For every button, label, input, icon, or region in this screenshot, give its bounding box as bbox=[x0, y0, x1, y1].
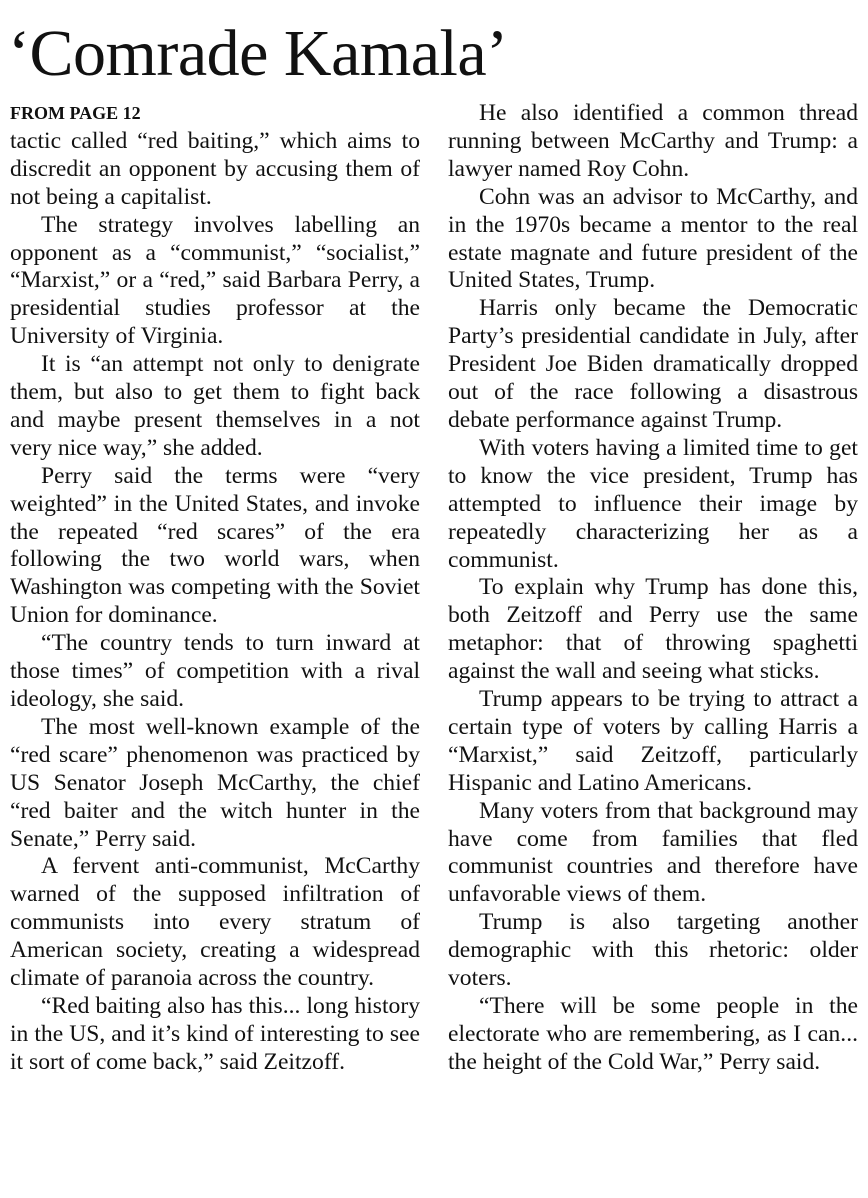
paragraph: The most well-known example of the “red scare” phenomenon was practiced by US Senator Joseph McCarthy, the chief “red baiter and the witch hunter in the Senate,” Perry said. bbox=[10, 713, 420, 852]
paragraph: tactic called “red baiting,” which aims to discredit an opponent by accusing them of not being a capitalist. bbox=[10, 127, 420, 210]
paragraph: To explain why Trump has done this, both Zeitzoff and Perry use the same metaphor: that of throwing spaghetti against the wall and seeing what sticks. bbox=[448, 574, 858, 685]
left-column bbox=[10, 100, 420, 1077]
paragraph: “There will be some people in the electorate who are remembering, as I can... the height of the Cold War,” Perry said. bbox=[448, 993, 858, 1075]
paragraph: Trump appears to be trying to attract a certain type of voters by calling Harris a “Marxist,” said Zeitzoff, particularly Hispanic and Latino Americans. bbox=[448, 686, 858, 796]
paragraph: Harris only became the Democratic Party’s presidential candidate in July, after President Joe Biden dramatically dropped out of the race following a disastrous debate performance against Trump. bbox=[448, 295, 858, 433]
paragraph: With voters having a limited time to get to know the vice president, Trump has attempted to influence their image by repeatedly characterizing her as a communist. bbox=[448, 434, 858, 573]
paragraph: It is “an attempt not only to denigrate them, but also to get them to fight back and maybe present themselves in a not very nice way,” she added. bbox=[10, 351, 420, 461]
right-column bbox=[448, 100, 858, 1077]
paragraph: Trump is also targeting another demographic with this rhetoric: older voters. bbox=[448, 909, 858, 992]
paragraph: He also identified a common thread running between McCarthy and Trump: a lawyer named Roy Cohn. bbox=[448, 100, 858, 182]
paragraph: “The country tends to turn inward at those times” of competition with a rival ideology, she said. bbox=[10, 630, 420, 713]
jump-line: FROM PAGE 12 bbox=[10, 103, 141, 123]
paragraph: Many voters from that background may have come from families that fled communist countries and therefore have unfavorable views of them. bbox=[448, 797, 858, 908]
headline: ‘Comrade Kamala’ bbox=[8, 17, 508, 90]
paragraph: “Red baiting also has this... long history in the US, and it’s kind of interesting to see it sort of come back,” said Zeitzoff. bbox=[10, 992, 420, 1075]
paragraph: Cohn was an advisor to McCarthy, and in the 1970s became a mentor to the real estate magnate and future president of the United States, Trump. bbox=[448, 183, 858, 294]
paragraph: The strategy involves labelling an opponent as a “communist,” “socialist,” “Marxist,” or a “red,” said Barbara Perry, a presidential studies professor at the University of Virginia. bbox=[10, 211, 420, 350]
paragraph: A fervent anti-communist, McCarthy warned of the supposed infiltration of communists into every stratum of American society, creating a widespread climate of paranoia across the country. bbox=[10, 853, 420, 992]
paragraph: Perry said the terms were “very weighted” in the United States, and invoke the repeated “red scares” of the era following the two world wars, when Washington was competing with the Soviet Union for dominance. bbox=[10, 462, 420, 629]
